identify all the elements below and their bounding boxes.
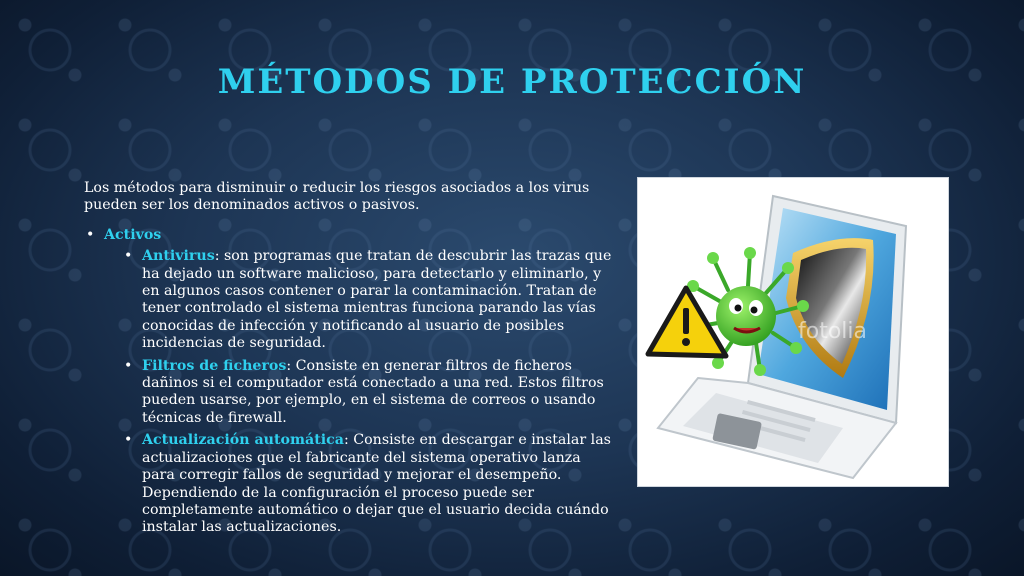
item-term: Filtros de ficheros: [142, 357, 287, 374]
section-label: • Activos: [104, 226, 162, 243]
slide-title: MÉTODOS DE PROTECCIÓN: [217, 62, 807, 102]
watermark-text: fotolia: [798, 319, 867, 344]
list-item-antivirus: [122, 248, 612, 352]
item-text: : son programas que tratan de descubrir las trazas que ha dejado un software malicioso, para detectarlo y eliminarlo, y en algunos casos contener o parar la contaminación. Tratan de tener controlado el sistema mientras funciona parando las vías conocidas de infección y notificando al usuario de posibles incidencias de seguridad.: [142, 248, 612, 352]
section-activos: [84, 227, 612, 537]
item-term: Antivirus: [142, 248, 215, 265]
list-item-actualizacion: [122, 432, 612, 536]
item-term: Actualización automática: [142, 432, 344, 449]
bullet-list: [84, 227, 612, 537]
sub-bullet-list: [104, 248, 612, 537]
list-item-filtros: [122, 358, 612, 428]
intro-paragraph: Los métodos para disminuir o reducir los riesgos asociados a los virus pueden ser los denominados activos o pasivos.: [84, 180, 590, 214]
item-text: : Consiste en generar filtros de ficheros dañinos si el computador está conectado a una red. Estos filtros pueden usarse, por ejemplo, en el sistema de correos o usando técnicas de firewall.: [142, 357, 604, 426]
security-illustration: [637, 177, 949, 487]
slide-body: [84, 180, 612, 542]
item-text: : Consiste en descargar e instalar las actualizaciones que el fabricante del sistema operativo lanza para corregir fallos de seguridad y mejorar el desempeño. Dependiendo de la configuración el proceso puede ser completamente automático o dejar que el usuario decida cuándo instalar las actualizaciones.: [142, 432, 611, 536]
